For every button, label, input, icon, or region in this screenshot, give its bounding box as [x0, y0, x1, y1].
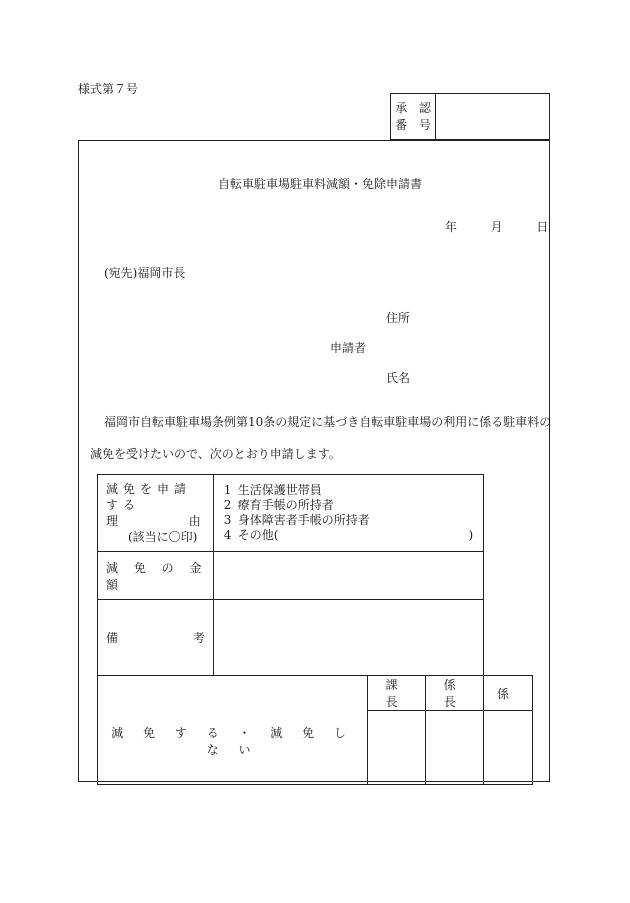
remarks-label-cell [98, 600, 214, 676]
approval-number-box [390, 93, 550, 140]
date-day: 日 [536, 220, 549, 234]
approver-head-section-chief: 課 長 [368, 676, 426, 711]
approver-stamp-staff[interactable] [484, 711, 533, 785]
reasons-cell[interactable] [213, 475, 483, 552]
reason-option-1[interactable] [224, 483, 473, 498]
approver-head-staff: 係 [484, 676, 533, 711]
approver-stamp-subsection-chief[interactable] [426, 711, 484, 785]
remarks-label-a: 備 [106, 631, 119, 645]
reason-num: 4 [223, 528, 232, 542]
body-text-line1: 福岡市自転車駐車場条例第10条の規定に基づき自転車駐車場の利用に係る駐車料の [104, 415, 552, 429]
form-number: 様式第７号 [78, 82, 139, 96]
reason-text: 生活保護世帯員 [237, 483, 322, 497]
reason-option-4[interactable] [224, 528, 473, 543]
reason-label-yu: 由 [188, 514, 201, 528]
address-label: 住所 [386, 311, 411, 325]
approval-number-label [391, 94, 436, 139]
reason-label-line1: 減免を申請する [106, 482, 192, 512]
body-text-line2: 減免を受けたいので、次のとおり申請します。 [90, 447, 341, 461]
reason-option-2[interactable] [224, 498, 473, 513]
remarks-label-b: 考 [192, 631, 205, 645]
approver-head-subsection-chief: 係 長 [426, 676, 484, 711]
applicant-label: 申請者 [330, 341, 367, 355]
date-line [445, 218, 548, 235]
application-details-table [97, 474, 533, 785]
amount-field[interactable] [213, 552, 483, 600]
reason-label-cell [98, 475, 214, 552]
reason-num: 2 [223, 498, 232, 512]
reason-num: 1 [223, 483, 232, 497]
form-title: 自転車駐車場駐車料減額・免除申請書 [218, 177, 423, 191]
remarks-field[interactable] [213, 600, 483, 676]
approval-label-line2: 番 号 [395, 117, 435, 132]
reason-option-3[interactable] [224, 513, 473, 528]
reason-text: 療育手帳の所持者 [237, 498, 334, 512]
date-month: 月 [490, 220, 503, 234]
reason-label-note: (該当に〇印) [128, 530, 198, 544]
name-label: 氏名 [386, 371, 411, 385]
reason-text: その他( [237, 528, 279, 542]
approver-stamp-section-chief[interactable] [368, 711, 426, 785]
reason-label-ri: 理 [106, 514, 119, 528]
reason-close-paren: ) [468, 528, 474, 542]
addressee: (宛先)福岡市長 [104, 266, 186, 280]
amount-label: 減 免 の 金 額 [98, 552, 214, 600]
reason-text: 身体障害者手帳の所持者 [237, 513, 370, 527]
date-year: 年 [445, 220, 458, 234]
approval-label-line1: 承 認 [395, 100, 435, 115]
decision-cell: 減 免 す る ・ 減 免 し な い [98, 676, 368, 785]
reason-num: 3 [223, 513, 232, 527]
